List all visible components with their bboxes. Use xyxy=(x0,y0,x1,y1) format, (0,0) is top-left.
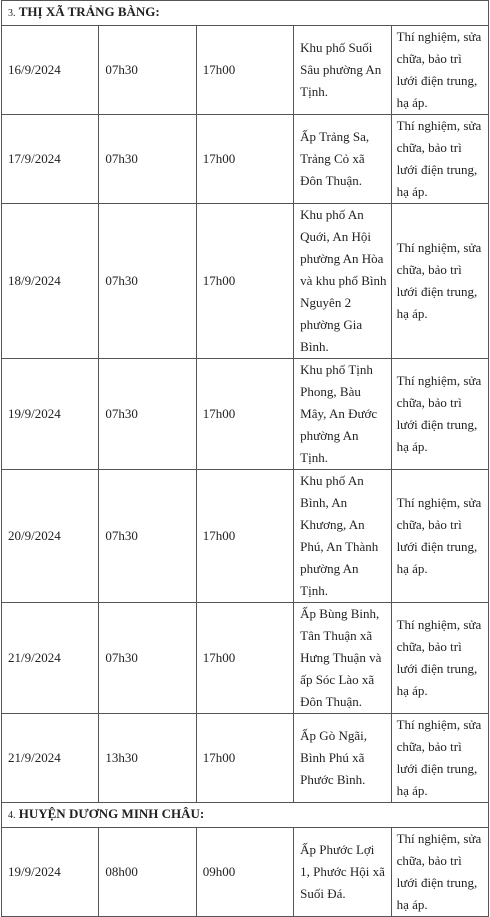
location-cell: Khu phố An Quới, An Hội phường An Hòa và khu phố Bình Nguyên 2 phường Gia Bình. xyxy=(294,204,391,359)
location-cell: Ấp Gò Ngãi, Bình Phú xã Phước Bình. xyxy=(294,714,391,803)
start-time-cell: 07h30 xyxy=(99,26,196,115)
section-number: 4. xyxy=(8,810,16,821)
work-cell: Thí nghiệm, sửa chữa, bảo trì lưới điện trung, hạ áp. xyxy=(391,359,488,470)
end-time-cell: 09h00 xyxy=(196,828,293,917)
start-time-cell: 07h30 xyxy=(99,603,196,714)
section-title: HUYỆN DƯƠNG MINH CHÂU: xyxy=(18,806,205,821)
location-cell: Khu phố An Bình, An Khương, An Phú, An Thành phường An Tịnh. xyxy=(294,470,391,603)
location-cell: Ấp Bùng Binh, Tân Thuận xã Hưng Thuận và ấp Sóc Lào xã Đôn Thuận. xyxy=(294,603,391,714)
work-cell: Thí nghiệm, sửa chữa, bảo trì lưới điện trung, hạ áp. xyxy=(391,204,488,359)
outage-schedule-table xyxy=(1,0,489,917)
section-header-cell xyxy=(2,803,489,828)
end-time-cell: 17h00 xyxy=(196,26,293,115)
table-row xyxy=(2,714,489,803)
end-time-cell: 17h00 xyxy=(196,115,293,204)
end-time-cell: 17h00 xyxy=(196,359,293,470)
table-row xyxy=(2,115,489,204)
date-cell: 21/9/2024 xyxy=(2,603,99,714)
section-header-cell xyxy=(2,1,489,26)
work-cell: Thí nghiệm, sửa chữa, bảo trì lưới điện trung, hạ áp. xyxy=(391,828,488,917)
section-title: THỊ XÃ TRẢNG BÀNG: xyxy=(18,4,160,19)
start-time-cell: 07h30 xyxy=(99,115,196,204)
date-cell: 20/9/2024 xyxy=(2,470,99,603)
date-cell: 16/9/2024 xyxy=(2,26,99,115)
start-time-cell: 08h00 xyxy=(99,828,196,917)
table-row xyxy=(2,828,489,917)
work-cell: Thí nghiệm, sửa chữa, bảo trì lưới điện trung, hạ áp. xyxy=(391,603,488,714)
section-number: 3. xyxy=(8,8,16,19)
section-header-row xyxy=(2,1,489,26)
work-cell: Thí nghiệm, sửa chữa, bảo trì lưới điện trung, hạ áp. xyxy=(391,26,488,115)
date-cell: 17/9/2024 xyxy=(2,115,99,204)
start-time-cell: 07h30 xyxy=(99,470,196,603)
date-cell: 21/9/2024 xyxy=(2,714,99,803)
location-cell: Ấp Phước Lợi 1, Phước Hội xã Suối Đá. xyxy=(294,828,391,917)
table-row xyxy=(2,470,489,603)
date-cell: 18/9/2024 xyxy=(2,204,99,359)
start-time-cell: 07h30 xyxy=(99,359,196,470)
work-cell: Thí nghiệm, sửa chữa, bảo trì lưới điện trung, hạ áp. xyxy=(391,115,488,204)
table-row xyxy=(2,359,489,470)
work-cell: Thí nghiệm, sửa chữa, bảo trì lưới điện trung, hạ áp. xyxy=(391,714,488,803)
start-time-cell: 07h30 xyxy=(99,204,196,359)
date-cell: 19/9/2024 xyxy=(2,828,99,917)
table-row xyxy=(2,204,489,359)
section-header-row xyxy=(2,803,489,828)
location-cell: Khu phố Suối Sâu phường An Tịnh. xyxy=(294,26,391,115)
end-time-cell: 17h00 xyxy=(196,204,293,359)
end-time-cell: 17h00 xyxy=(196,714,293,803)
end-time-cell: 17h00 xyxy=(196,603,293,714)
table-row xyxy=(2,26,489,115)
start-time-cell: 13h30 xyxy=(99,714,196,803)
table-row xyxy=(2,603,489,714)
work-cell: Thí nghiệm, sửa chữa, bảo trì lưới điện trung, hạ áp. xyxy=(391,470,488,603)
location-cell: Ấp Trảng Sa, Trảng Cỏ xã Đôn Thuận. xyxy=(294,115,391,204)
date-cell: 19/9/2024 xyxy=(2,359,99,470)
end-time-cell: 17h00 xyxy=(196,470,293,603)
location-cell: Khu phố Tịnh Phong, Bàu Mây, An Đước phường An Tịnh. xyxy=(294,359,391,470)
